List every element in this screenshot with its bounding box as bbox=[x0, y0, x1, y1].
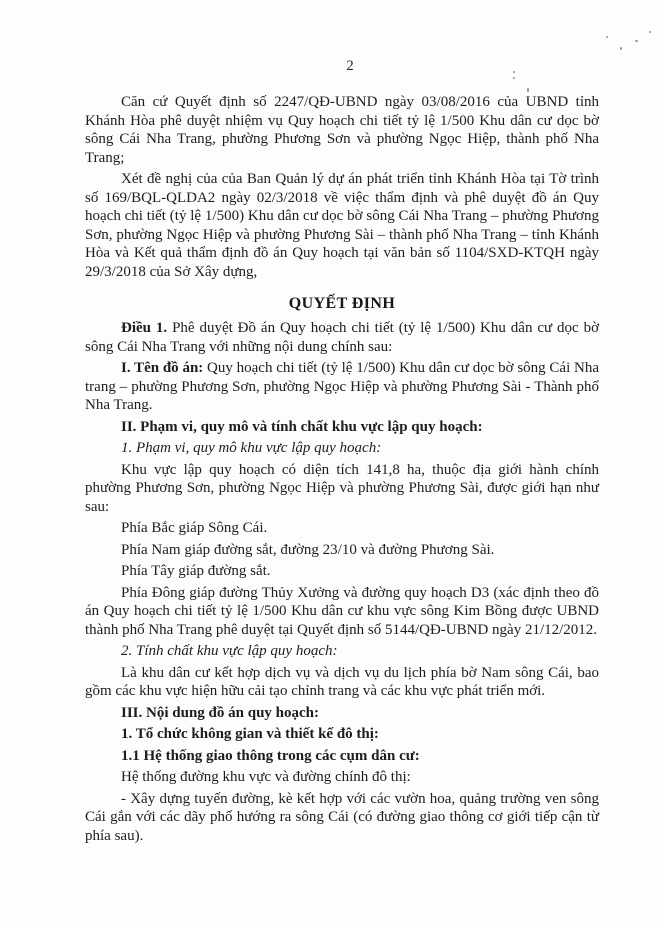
scan-noise-speck bbox=[635, 40, 638, 42]
page-number: 2 bbox=[346, 58, 354, 74]
section-i-ten-do-an bbox=[85, 359, 599, 415]
subsection-1-pham-vi-heading: 1. Phạm vi, quy mô khu vực lập quy hoạch: bbox=[121, 440, 382, 456]
paragraph-phia-tay: Phía Tây giáp đường sắt. bbox=[121, 563, 271, 579]
heading-to-chuc-khong-gian: 1. Tổ chức không gian và thiết kế đô thị: bbox=[121, 726, 379, 742]
paragraph-dieu-1 bbox=[85, 319, 599, 356]
scan-noise-speck bbox=[620, 47, 622, 50]
section-i-label: I. Tên đồ án: bbox=[121, 360, 204, 376]
paragraph-phia-dong: Phía Đông giáp đường Thủy Xưởng và đường quy hoạch D3 (xác định theo đồ án Quy hoạch chi tiết tỷ lệ 1/500 Khu dân cư khu vực sông Kim Bồng được UBND thành phố Nha Trang phê duyệt tại Quyết định số 5144/QĐ-UBND ngày 21/12/2012. bbox=[85, 584, 599, 638]
paragraph-phia-nam: Phía Nam giáp đường sắt, đường 23/10 và đường Phương Sài. bbox=[121, 541, 495, 558]
paragraph-can-cu: Căn cứ Quyết định số 2247/QĐ-UBND ngày 03/08/2016 của UBND tỉnh Khánh Hòa phê duyệt nhiệm vụ Quy hoạch chi tiết tỷ lệ 1/500 Khu dân cư dọc bờ sông Cái Nha Trang, phường Phương Sơn và phường Ngọc Hiệp, thành phố Nha Trang; bbox=[85, 94, 599, 166]
dieu-1-label: Điều 1. bbox=[121, 320, 168, 336]
scan-noise-speck bbox=[649, 31, 651, 33]
section-ii-heading: II. Phạm vi, quy mô và tính chất khu vực lập quy hoạch: bbox=[121, 418, 483, 435]
paragraph-tinh-chat: Là khu dân cư kết hợp dịch vụ và dịch vụ du lịch phía bờ Nam sông Cái, bao gồm các khu vực hiện hữu cải tạo chỉnh trang và các khu vực phát triển mới. bbox=[85, 664, 599, 699]
scan-noise-speck bbox=[606, 36, 608, 38]
scan-noise-speck bbox=[513, 77, 515, 79]
scan-noise-speck bbox=[513, 71, 515, 73]
paragraph-phia-bac: Phía Bắc giáp Sông Cái. bbox=[121, 520, 268, 536]
section-iii-heading: III. Nội dung đồ án quy hoạch: bbox=[121, 704, 319, 721]
paragraph-xay-dung-tuyen-duong: - Xây dựng tuyến đường, kè kết hợp với các vườn hoa, quảng trường ven sông Cái gắn với các dãy phố hướng ra sông Cái (có đường giao thông cơ giới tiếp cận từ phía sau). bbox=[85, 790, 599, 844]
heading-quyet-dinh: QUYẾT ĐỊNH bbox=[288, 295, 396, 312]
paragraph-he-thong-duong: Hệ thống đường khu vực và đường chính đô thị: bbox=[121, 769, 411, 785]
dieu-1-text: Phê duyệt Đồ án Quy hoạch chi tiết (tỷ lệ 1/500) Khu dân cư dọc bờ sông Cái Nha Trang với những nội dung chính sau: bbox=[85, 320, 600, 355]
scan-noise-speck bbox=[527, 88, 529, 92]
paragraph-xet-de-nghi: Xét đề nghị của của Ban Quản lý dự án phát triển tỉnh Khánh Hòa tại Tờ trình số 169/BQL-QLDA2 ngày 02/3/2018 về việc thẩm định và phê duyệt đồ án Quy hoạch chi tiết (tỷ lệ 1/500) Khu dân cư dọc bờ sông Cái Nha Trang – phường Phương Sơn, phường Ngọc Hiệp và phường Phương Sài – thành phố Nha Trang – tỉnh Khánh Hòa và Kết quả thẩm định đồ án Quy hoạch tại văn bản số 1104/SXD-KTQH ngày 29/3/2018 của Sở Xây dựng, bbox=[85, 171, 599, 280]
paragraph-khu-vuc-dien-tich: Khu vực lập quy hoạch có diện tích 141,8 ha, thuộc địa giới hành chính phường Phương Sơn, phường Ngọc Hiệp và phường Phương Sài, được giới hạn như sau: bbox=[85, 461, 599, 515]
document-body bbox=[85, 93, 599, 848]
subsection-2-tinh-chat-heading: 2. Tính chất khu vực lập quy hoạch: bbox=[121, 643, 338, 659]
heading-he-thong-giao-thong: 1.1 Hệ thống giao thông trong các cụm dân cư: bbox=[121, 747, 420, 764]
section-i-text: Quy hoạch chi tiết (tỷ lệ 1/500) Khu dân cư dọc bờ sông Cái Nha trang – phường Phương Sơn, phường Ngọc Hiệp và phường Phương Sài - Thành phố Nha Trang. bbox=[85, 360, 599, 413]
